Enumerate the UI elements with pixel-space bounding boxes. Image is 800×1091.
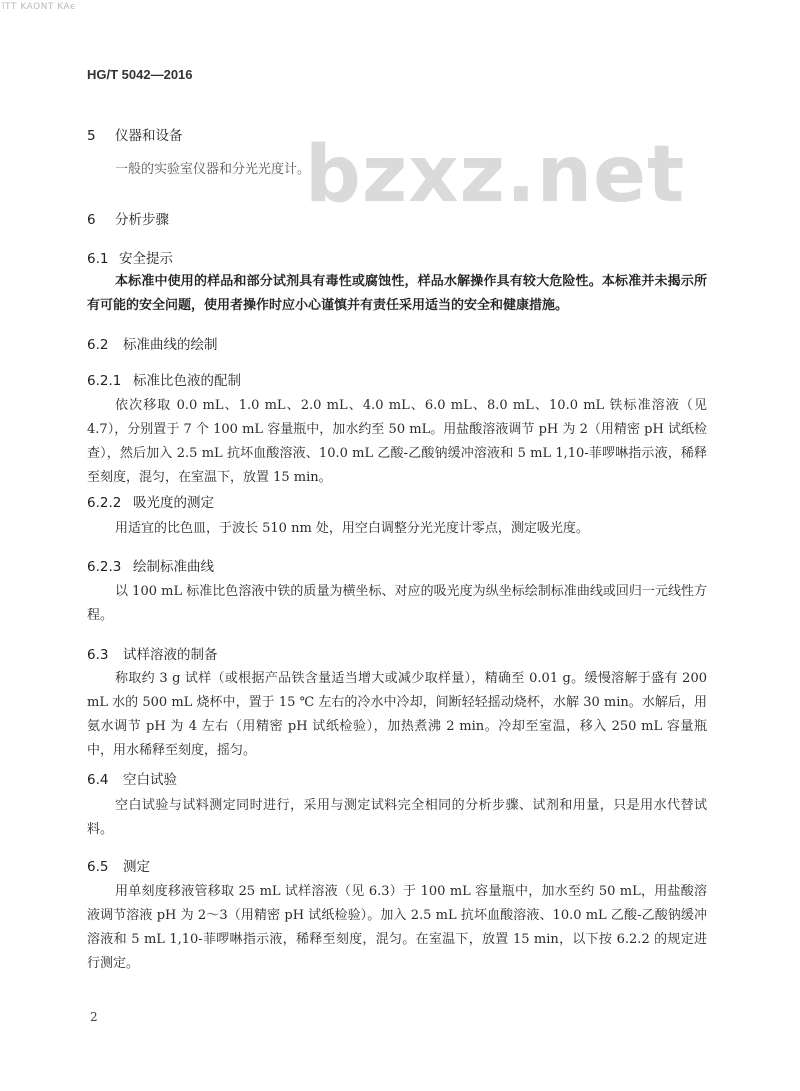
paragraph-6-2-2: 用适宜的比色皿，于波长 510 nm 处，用空白调整分光光度计零点，测定吸光度。 xyxy=(115,521,589,536)
section-heading-6-2-2 xyxy=(87,491,214,511)
section-title: 标准曲线的绘制 xyxy=(123,337,218,353)
section-number: 6 xyxy=(87,212,96,228)
section-number: 5 xyxy=(87,128,96,144)
section-heading-6-1 xyxy=(87,247,173,267)
corner-watermark-text: ǐTТ KAONТ KAє xyxy=(2,2,76,12)
document-code: HG/T 5042—2016 xyxy=(87,67,193,82)
section-title: 空白试验 xyxy=(123,772,177,788)
section-title: 绘制标准曲线 xyxy=(133,559,214,575)
section-heading-6-2-3 xyxy=(87,555,214,575)
paragraph-6-4: 空白试验与试料测定同时进行，采用与测定试料完全相同的分析步骤、试剂和用量，只是用水代替试料。 xyxy=(87,798,707,837)
section-heading-6-4 xyxy=(87,768,177,788)
page-number: 2 xyxy=(90,1010,98,1024)
section-heading-6-3 xyxy=(87,643,218,663)
section-number: 6.4 xyxy=(87,772,109,788)
section-heading-5 xyxy=(87,124,183,144)
section-number: 6.3 xyxy=(87,647,109,663)
section-number: 6.2 xyxy=(87,337,109,353)
section-title: 仪器和设备 xyxy=(115,128,183,144)
section-number: 6.2.3 xyxy=(87,559,122,575)
site-watermark: bzxz.net xyxy=(305,130,686,220)
section-heading-6-2-1 xyxy=(87,369,241,389)
section-number: 6.2.1 xyxy=(87,373,122,389)
paragraph-5: 一般的实验室仪器和分光光度计。 xyxy=(115,162,311,177)
paragraph-6-5: 用单刻度移液管移取 25 mL 试样溶液（见 6.3）于 100 mL 容量瓶中，加水至约 50 mL，用盐酸溶液调节溶液 pH 为 2～3（用精密 pH 试纸检验）。加入 2.5 mL 抗坏血酸溶液、10.0 mL 乙酸-乙酸钠缓冲溶液和 5 mL 1,10-菲啰啉指示液，稀释至刻度，混匀。在室温下，放置 15 min，以下按 6.2.2 的规定进行测定。 xyxy=(87,884,707,971)
paragraph-6-2-1: 依次移取 0.0 mL、1.0 mL、2.0 mL、4.0 mL、6.0 mL、8.0 mL、10.0 mL 铁标准溶液（见 4.7），分别置于 7 个 100 mL 容量瓶中，加水约至 50 mL。用盐酸溶液调节 pH 为 2（用精密 pH 试纸检查），然后加入 2.5 mL 抗坏血酸溶液、10.0 mL 乙酸-乙酸钠缓冲溶液和 5 mL 1,10-菲啰啉指示液，稀释至刻度，混匀，在室温下，放置 15 min。 xyxy=(87,398,707,485)
section-heading-6 xyxy=(87,208,169,228)
paragraph-6-1: 本标准中使用的样品和部分试剂具有毒性或腐蚀性，样品水解操作具有较大危险性。本标准并未揭示所有可能的安全问题，使用者操作时应小心谨慎并有责任采用适当的安全和健康措施。 xyxy=(87,274,707,313)
section-number: 6.5 xyxy=(87,859,109,875)
section-title: 分析步骤 xyxy=(115,212,169,228)
section-number: 6.1 xyxy=(87,251,109,267)
section-heading-6-2 xyxy=(87,333,218,353)
section-title: 试样溶液的制备 xyxy=(123,647,218,663)
section-title: 测定 xyxy=(123,859,150,875)
paragraph-6-2-3: 以 100 mL 标准比色溶液中铁的质量为横坐标、对应的吸光度为纵坐标绘制标准曲线或回归一元线性方程。 xyxy=(87,584,707,623)
section-title: 安全提示 xyxy=(119,251,173,267)
paragraph-6-3: 称取约 3 g 试样（或根据产品铁含量适当增大或减少取样量），精确至 0.01 g。缓慢溶解于盛有 200 mL 水的 500 mL 烧杯中，置于 15 ℃ 左右的冷水中冷却，间断轻轻摇动烧杯，水解 30 min。水解后，用氨水调节 pH 为 4 左右（用精密 pH 试纸检验），加热煮沸 2 min。冷却至室温，移入 250 mL 容量瓶中，用水稀释至刻度，摇匀。 xyxy=(87,671,707,758)
section-title: 吸光度的测定 xyxy=(133,495,214,511)
section-number: 6.2.2 xyxy=(87,495,122,511)
section-title: 标准比色液的配制 xyxy=(133,373,241,389)
section-heading-6-5 xyxy=(87,855,150,875)
